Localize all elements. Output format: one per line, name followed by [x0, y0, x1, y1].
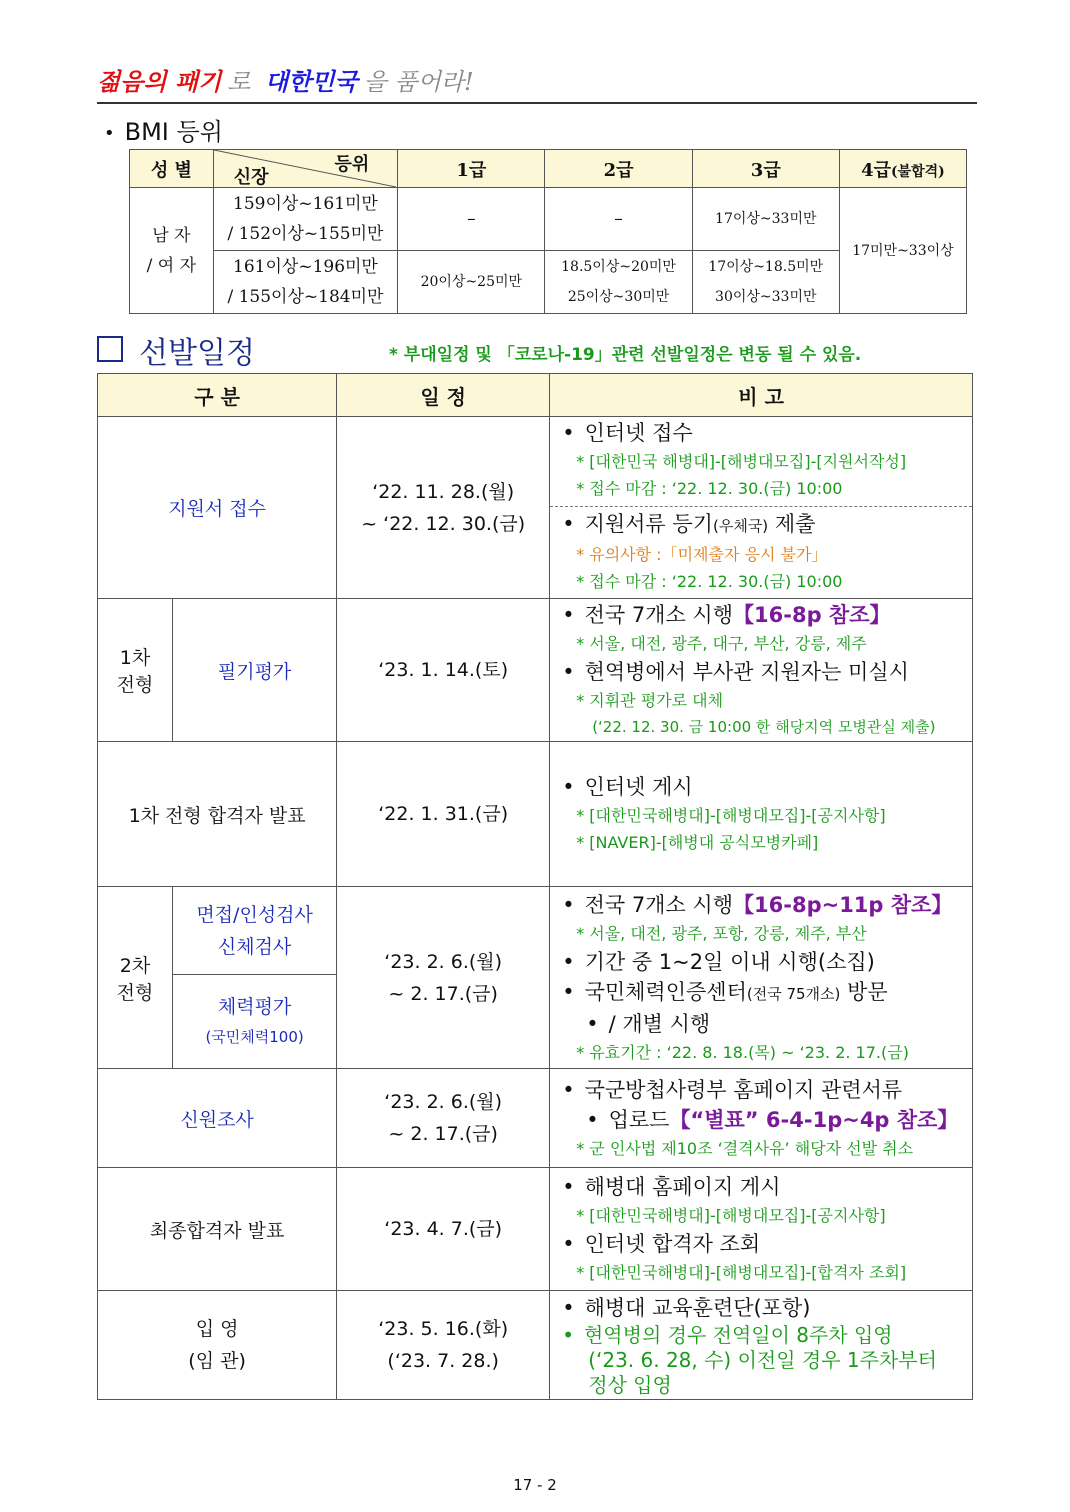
- category-cell: [98, 1291, 337, 1400]
- remarks-block: [550, 506, 972, 597]
- remark-sub: * 지휘관 평가로 대체: [576, 690, 724, 710]
- group-label: 1차: [119, 647, 151, 669]
- remark-green-continuation: (‘23. 6. 28, 수) 이전일 경우 1주차부터: [588, 1347, 937, 1372]
- page-number: 17 - 2: [513, 1476, 557, 1494]
- bmi-height-2b: / 155이상~184미만: [227, 287, 384, 307]
- remark-sub: * 접수 마감 : ‘22. 12. 30.(금) 10:00: [576, 479, 843, 498]
- header-slogan-blue: 대한민국: [264, 67, 358, 96]
- remark-sub: * 서울, 대전, 광주, 포항, 강릉, 제주, 부산: [576, 923, 867, 943]
- remarks-block: [550, 418, 972, 506]
- schedule-header-row: [98, 374, 973, 417]
- header-slogan-tail: 을 품어라!: [363, 68, 474, 96]
- remark-continuation: [562, 1105, 964, 1135]
- remark-sub: (‘22. 12. 30. 금 10:00 한 해당지역 모병관실 제출): [592, 717, 936, 736]
- date-cell: [337, 417, 550, 599]
- header-slogan-gray: 로: [227, 68, 251, 96]
- date-line: ~ 2. 17.(금): [388, 982, 498, 1005]
- bmi-r1-g3: 17이상~33미만: [692, 188, 839, 251]
- schedule-row-background-check: [98, 1069, 973, 1168]
- date-cell: [337, 887, 550, 1069]
- date-cell: [337, 1069, 550, 1168]
- bmi-height-cell-2: [213, 251, 398, 314]
- group-label: 전형: [116, 674, 154, 696]
- category-line: (임 관): [188, 1350, 246, 1372]
- bmi-section-title: [104, 112, 223, 147]
- remark-sub: * [NAVER]-[해병대 공식모병카페]: [576, 833, 819, 852]
- remark-sub: * 서울, 대전, 광주, 대구, 부산, 강릉, 제주: [576, 633, 867, 653]
- bmi-header-row: [130, 150, 967, 188]
- remark-small: (전국 75개소): [746, 984, 841, 1003]
- remark-sub: * [대한민국해병대]-[해병대모집]-[공지사항]: [576, 1206, 886, 1225]
- category-line: 입 영: [195, 1318, 239, 1340]
- remark-bullet: [562, 509, 964, 541]
- remark-bullet: [562, 977, 964, 1009]
- bmi-gender-male: 남 자: [152, 225, 191, 246]
- bmi-header-gender: 성 별: [130, 150, 214, 188]
- bmi-gender-cell: [130, 188, 214, 314]
- category-cell: 1차 전형 합격자 발표: [98, 742, 337, 887]
- remark-bullet: • 현역병에서 부사관 지원자는 미실시: [562, 657, 964, 687]
- schedule-row-first-result: [98, 742, 973, 887]
- group-cell: [98, 599, 173, 742]
- bmi-height-2a: 161이상~196미만: [233, 257, 378, 277]
- remark-bullet: • 해병대 교육훈련단(포항): [562, 1293, 964, 1323]
- bmi-header-g3: 3급: [692, 150, 839, 188]
- bmi-r2-g2a: 18.5이상~20미만: [561, 259, 676, 275]
- schedule-note: * 부대일정 및 「코로나-19」관련 선발일정은 변동 될 수 있음.: [389, 345, 862, 365]
- remark-bullet: • 인터넷 게시: [562, 772, 964, 802]
- remark-bullet: • 인터넷 접수: [562, 418, 964, 448]
- remark-green-bullet: [562, 1323, 964, 1348]
- bmi-height-cell-1: [213, 188, 398, 251]
- date-line: ‘23. 5. 16.(화): [378, 1318, 509, 1340]
- checkbox-icon: [97, 336, 123, 362]
- remark-sub: * 군 인사법 제10조 ‘결격사유’ 해당자 선발 취소: [576, 1138, 914, 1158]
- category-cell: [173, 887, 337, 975]
- remarks-cell: [550, 1168, 973, 1291]
- bmi-header-g4-note: (불합격): [890, 163, 945, 180]
- category-cell: 최종합격자 발표: [98, 1168, 337, 1291]
- category-cell: 필기평가: [173, 599, 337, 742]
- remark-sub-warning: * 유의사항 :「미제출자 응시 불가」: [576, 545, 828, 564]
- date-cell: ‘23. 4. 7.(금): [337, 1168, 550, 1291]
- remark-reference: 【“별표” 6-4-1p~4p 참조】: [669, 1107, 959, 1132]
- document-header: [97, 62, 977, 104]
- remarks-cell: [550, 1069, 973, 1168]
- schedule-header-category: 구 분: [98, 374, 337, 417]
- remark-text: 현역병의 경우 전역일이 8주차 입영: [583, 1322, 893, 1347]
- bmi-g4-value: 17미만~33이상: [839, 188, 966, 314]
- remark-sub: * 접수 마감 : ‘22. 12. 30.(금) 10:00: [576, 572, 843, 591]
- remarks-cell: [550, 887, 973, 1069]
- remark-sub: * [대한민국해병대]-[해병대모집]-[합격자 조회]: [576, 1263, 907, 1282]
- schedule-row-second-stage-a: [98, 887, 973, 975]
- remark-bullet: • 기간 중 1~2일 이내 시행(소집): [562, 947, 964, 977]
- remark-bullet: [562, 600, 964, 630]
- schedule-row-enlistment: [98, 1291, 973, 1400]
- schedule-row-final-result: [98, 1168, 973, 1291]
- remark-bullet: • 해병대 홈페이지 게시: [562, 1172, 964, 1202]
- bullet-icon: •: [562, 1322, 574, 1347]
- remark-sub: * [대한민국해병대]-[해병대모집]-[공지사항]: [576, 806, 886, 825]
- date-line: ‘23. 2. 6.(월): [384, 1091, 503, 1113]
- schedule-table: [97, 373, 973, 1400]
- schedule-header-date: 일 정: [337, 374, 550, 417]
- bullet-icon: •: [104, 122, 115, 144]
- remark-text: 지원서류 등기: [584, 512, 713, 536]
- remark-bullet: • 인터넷 합격자 조회: [562, 1229, 964, 1259]
- bmi-header-g4: [839, 150, 966, 188]
- remark-text: 전국 7개소 시행: [584, 602, 734, 627]
- remark-continuation: [562, 1009, 964, 1039]
- bmi-height-1a: 159이상~161미만: [233, 194, 378, 214]
- remark-reference: 【16-8p 참조】: [733, 602, 891, 627]
- remark-reference: 【16-8p~11p 참조】: [733, 892, 953, 917]
- date-cell: ‘23. 1. 14.(토): [337, 599, 550, 742]
- remark-green-continuation: 정상 입영: [588, 1372, 672, 1397]
- date-line: ‘23. 2. 6.(월): [384, 950, 503, 973]
- remarks-cell: [550, 417, 973, 599]
- bmi-table: [129, 149, 967, 314]
- bmi-gender-female: / 여 자: [146, 255, 197, 276]
- category-line: 신체검사: [217, 935, 292, 958]
- remark-small: (우체국): [712, 517, 769, 535]
- bmi-header-diagonal: [213, 150, 398, 188]
- remark-text: 방문: [840, 979, 888, 1004]
- date-cell: [337, 1291, 550, 1400]
- schedule-header-remarks: 비 고: [550, 374, 973, 417]
- remarks-cell: [550, 742, 973, 887]
- bmi-height-1b: / 152이상~155미만: [227, 224, 384, 244]
- category-cell: 신원조사: [98, 1069, 337, 1168]
- remark-text: 업로드: [608, 1107, 670, 1132]
- bmi-header-g4-label: 4급: [861, 159, 891, 181]
- group-cell: [98, 887, 173, 1069]
- remarks-cell: [550, 1291, 973, 1400]
- remark-text: 국민체력인증센터: [584, 979, 747, 1004]
- remark-text: 전국 7개소 시행: [584, 892, 734, 917]
- bmi-title-text: BMI 등위: [124, 118, 223, 146]
- remark-sub: * 유효기간 : ‘22. 8. 18.(목) ~ ‘23. 2. 17.(금): [576, 1042, 909, 1062]
- bmi-r2-g2b: 25이상~30미만: [567, 289, 670, 305]
- bmi-r1-g2: –: [545, 188, 692, 251]
- schedule-row-written-test: [98, 599, 973, 742]
- date-line: ~ 2. 17.(금): [388, 1123, 498, 1145]
- schedule-row-application: [98, 417, 973, 599]
- bmi-header-g1: 1급: [398, 150, 545, 188]
- date-line: (‘23. 7. 28.): [387, 1350, 499, 1372]
- header-slogan-red: 젊음의 패기: [97, 67, 222, 96]
- category-line: (국민체력100): [205, 1027, 304, 1046]
- group-label: 2차: [119, 954, 151, 977]
- category-cell: [173, 975, 337, 1069]
- bmi-header-rank: 등위: [334, 154, 370, 175]
- bmi-r2-g1: 20이상~25미만: [398, 251, 545, 314]
- bmi-r2-g3a: 17이상~18.5미만: [708, 259, 824, 275]
- remark-sub: * [대한민국 해병대]-[해병대모집]-[지원서작성]: [576, 452, 907, 471]
- category-cell: 지원서 접수: [98, 417, 337, 599]
- remark-text: / 개별 시행: [608, 1011, 711, 1036]
- bmi-row-1: [130, 188, 967, 251]
- date-cell: ‘22. 1. 31.(금): [337, 742, 550, 887]
- date-line: ‘22. 11. 28.(월): [372, 480, 515, 503]
- remarks-cell: [550, 599, 973, 742]
- bmi-header-g2: 2급: [545, 150, 692, 188]
- bmi-header-height: 신장: [233, 167, 269, 188]
- bmi-r1-g1: –: [398, 188, 545, 251]
- schedule-section-heading: [97, 328, 977, 371]
- category-line: 체력평가: [217, 995, 292, 1018]
- bmi-r2-g2: [545, 251, 692, 314]
- remark-bullet: [562, 890, 964, 920]
- bmi-r2-g3b: 30이상~33미만: [715, 289, 817, 305]
- bmi-r2-g3: [692, 251, 839, 314]
- category-line: 면접/인성검사: [196, 903, 313, 926]
- remark-text: 제출: [768, 512, 816, 536]
- remark-bullet: • 국군방첩사령부 홈페이지 관련서류: [562, 1075, 964, 1105]
- group-label: 전형: [116, 981, 154, 1004]
- schedule-title: 선발일정: [139, 336, 255, 371]
- date-line: ~ ‘22. 12. 30.(금): [361, 512, 526, 535]
